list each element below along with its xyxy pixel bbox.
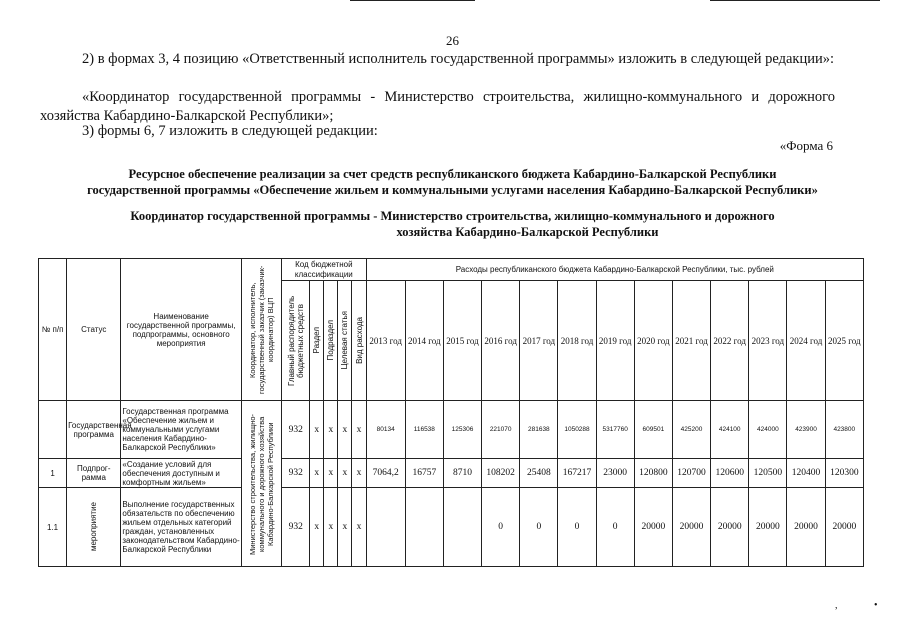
header-num: № п/п [39, 259, 67, 401]
row-num: 1.1 [39, 488, 67, 567]
paragraph-3: 3) формы 6, 7 изложить в следующей редакции: [82, 123, 378, 139]
value-cell: 116538 [405, 401, 443, 459]
year-header: 2016 год [482, 281, 520, 401]
value-cell: 221070 [482, 401, 520, 459]
title-line-3: Координатор государственной программы - Министерство строительства, жилищно-коммунального и дорожного [130, 209, 775, 223]
value-cell: 20000 [787, 488, 825, 567]
value-cell: 16757 [405, 459, 443, 488]
year-header: 2014 год [405, 281, 443, 401]
value-cell: 0 [558, 488, 596, 567]
row-status: Государственная программа [67, 401, 121, 459]
value-cell: 120300 [825, 459, 863, 488]
scan-mark-right: • [874, 600, 878, 611]
year-header: 2022 год [711, 281, 749, 401]
value-cell: 423800 [825, 401, 863, 459]
title-line-1: Ресурсное обеспечение реализации за счет средств республиканского бюджета Кабардино-Балкарской Республики [128, 167, 777, 181]
paragraph-2: «Координатор государственной программы - Министерство строительства, жилищно-коммунального и дорожного хозяйства Кабардино-Балкарской Республики»; [40, 89, 835, 124]
value-cell: 281638 [520, 401, 558, 459]
value-cell: 20000 [825, 488, 863, 567]
paragraph-1: 2) в формах 3, 4 позицию «Ответственный исполнитель государственной программы» изложить в следующей редакции»: [82, 51, 835, 67]
row-vid: x [352, 459, 366, 488]
value-cell: 23000 [596, 459, 634, 488]
value-cell: 25408 [520, 459, 558, 488]
year-header: 2025 год [825, 281, 863, 401]
table-row [39, 459, 864, 488]
table-row [39, 488, 864, 567]
row-podrazdel: x [324, 459, 338, 488]
header-name: Наименование государственной программы, подпрограммы, основного мероприятия [121, 259, 242, 401]
value-cell [366, 488, 405, 567]
row-razdel: x [310, 488, 324, 567]
value-cell: 609501 [634, 401, 672, 459]
value-cell: 120400 [787, 459, 825, 488]
resource-table [38, 258, 864, 567]
year-header: 2013 год [366, 281, 405, 401]
row-name: Выполнение государственных обязательств по обеспечению жильем отдельных категорий граждан, установленных законодательством Кабардино-Балкарской Республики [121, 488, 242, 567]
row-podrazdel: x [324, 488, 338, 567]
row-tselevaya: x [338, 401, 352, 459]
value-cell: 20000 [749, 488, 787, 567]
value-cell: 7064,2 [366, 459, 405, 488]
value-cell: 0 [520, 488, 558, 567]
header-vid: Вид расхода [352, 281, 366, 401]
value-cell: 108202 [482, 459, 520, 488]
row-num: 1 [39, 459, 67, 488]
value-cell: 120600 [711, 459, 749, 488]
value-cell: 0 [596, 488, 634, 567]
row-razdel: x [310, 459, 324, 488]
form-label: «Форма 6 [779, 138, 833, 153]
value-cell [405, 488, 443, 567]
year-header: 2015 год [443, 281, 481, 401]
value-cell: 423900 [787, 401, 825, 459]
header-grbs: Главный распорядитель бюджетных средств [282, 281, 310, 401]
value-cell: 424000 [749, 401, 787, 459]
row-grbs: 932 [282, 459, 310, 488]
value-cell [443, 488, 481, 567]
value-cell: 125306 [443, 401, 481, 459]
year-header: 2024 год [787, 281, 825, 401]
value-cell: 80134 [366, 401, 405, 459]
year-header: 2017 год [520, 281, 558, 401]
row-num [39, 401, 67, 459]
row-status: Подпрог-рамма [67, 459, 121, 488]
value-cell: 167217 [558, 459, 596, 488]
row-razdel: x [310, 401, 324, 459]
page-number: 26 [446, 33, 459, 48]
top-rule-center [350, 0, 475, 1]
value-cell: 20000 [672, 488, 710, 567]
value-cell: 20000 [711, 488, 749, 567]
title-line-4: хозяйства Кабардино-Балкарской Республики [396, 225, 659, 239]
row-vid: x [352, 488, 366, 567]
table-row [39, 401, 864, 459]
year-header: 2021 год [672, 281, 710, 401]
row-name: «Создание условий для обеспечения доступным и комфортным жильем» [121, 459, 242, 488]
scan-mark-left: , [835, 600, 838, 611]
header-expenses: Расходы республиканского бюджета Кабардино-Балкарской Республики, тыс. рублей [366, 259, 863, 281]
row-grbs: 932 [282, 488, 310, 567]
row-grbs: 932 [282, 401, 310, 459]
value-cell: 0 [482, 488, 520, 567]
year-header: 2018 год [558, 281, 596, 401]
row-podrazdel: x [324, 401, 338, 459]
year-header: 2023 год [749, 281, 787, 401]
header-status: Статус [67, 259, 121, 401]
row-tselevaya: x [338, 459, 352, 488]
top-rule-right [710, 0, 880, 1]
value-cell: 120500 [749, 459, 787, 488]
row-status: мероприятие [67, 488, 121, 567]
row-coordinator: Министерство строительства, жилищно-коммунального и дорожного хозяйства Кабардино-Балкарской Республики [241, 401, 281, 567]
header-coordinator: Координатор, исполнитель, государственный заказчик (заказчик-координатор) ВЦП [241, 259, 281, 401]
header-razdel: Раздел [310, 281, 324, 401]
row-name: Государственная программа «Обеспечение жильем и коммунальными услугами населения Кабардино-Балкарской Республики» [121, 401, 242, 459]
header-budget-code: Код бюджетной классификации [282, 259, 366, 281]
value-cell: 424100 [711, 401, 749, 459]
year-header: 2020 год [634, 281, 672, 401]
row-vid: x [352, 401, 366, 459]
value-cell: 120700 [672, 459, 710, 488]
value-cell: 425200 [672, 401, 710, 459]
year-header: 2019 год [596, 281, 634, 401]
value-cell: 8710 [443, 459, 481, 488]
header-tselevaya: Целевая статья [338, 281, 352, 401]
row-tselevaya: x [338, 488, 352, 567]
value-cell: 120800 [634, 459, 672, 488]
value-cell: 1050288 [558, 401, 596, 459]
value-cell: 20000 [634, 488, 672, 567]
header-podrazdel: Подраздел [324, 281, 338, 401]
title-line-2: государственной программы «Обеспечение жильем и коммунальными услугами населения Кабардино-Балкарской Республики» [87, 183, 818, 197]
value-cell: 5317760 [596, 401, 634, 459]
